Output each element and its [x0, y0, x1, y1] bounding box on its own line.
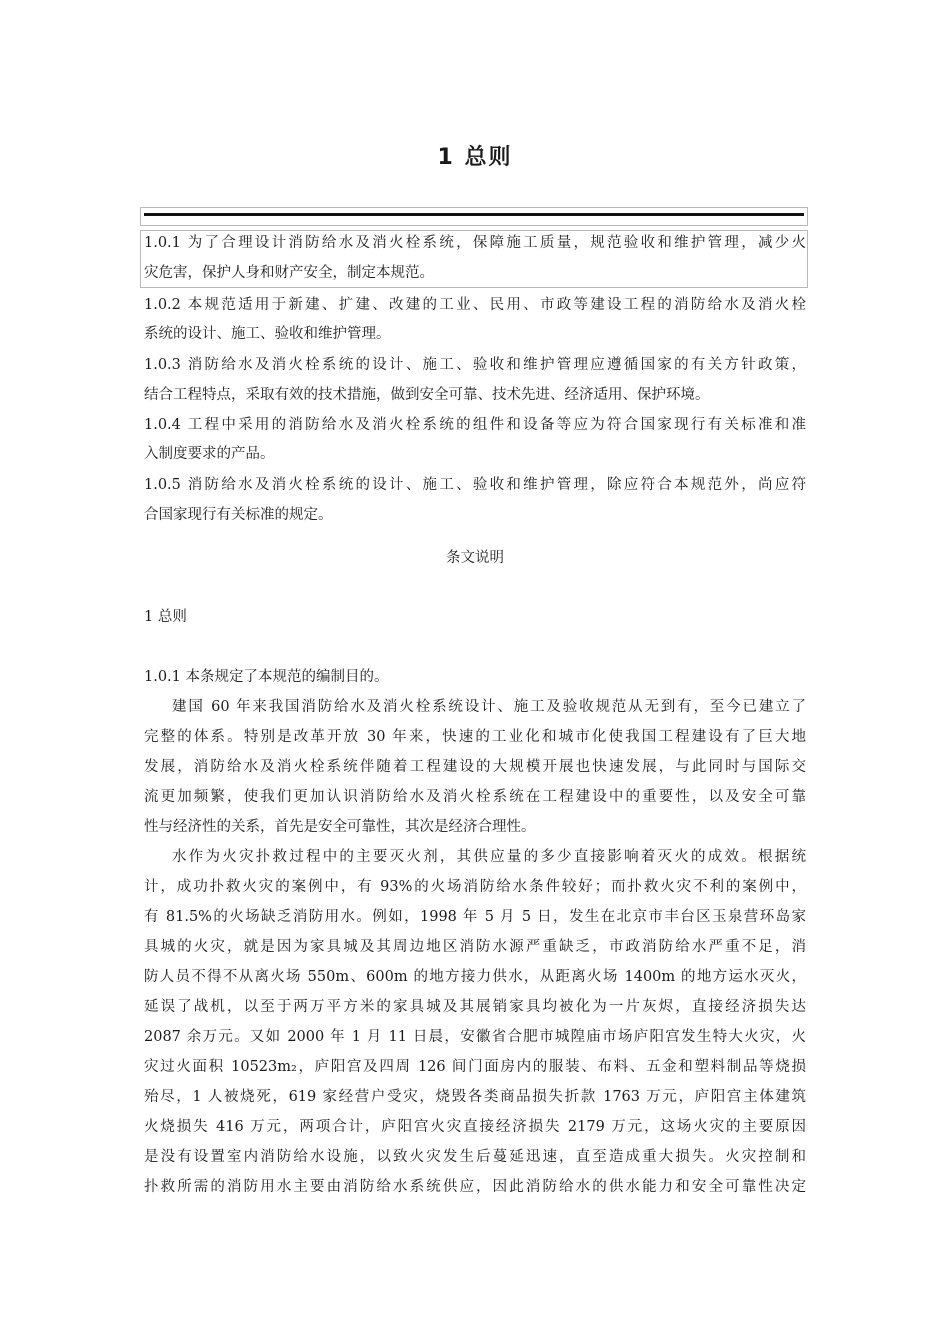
- chapter-title: 1 总则: [437, 145, 513, 170]
- clause-3-line-1: 1.0.3 消防给水及消火栓系统的设计、施工、验收和维护管理应遵循国家的有关方针政策，: [144, 357, 806, 373]
- clause-5-line-1: 1.0.5 消防给水及消火栓系统的设计、施工、验收和维护管理，除应符合本规范外，尚应符: [144, 477, 806, 493]
- clause-2-line-1: 1.0.2 本规范适用于新建、扩建、改建的工业、民用、市政等建设工程的消防给水及消火栓: [144, 297, 806, 313]
- paragraph2-line-6: 延误了战机，以至于两万平方米的家具城及其展销家具均被化为一片灰烬，直接经济损失达: [144, 999, 806, 1015]
- paragraph2-line-3: 有 81.5%的火场缺乏消防用水。例如，1998 年 5 月 5 日，发生在北京市丰台区玉泉营环岛家: [144, 909, 806, 925]
- paragraph2-line-2: 计，成功扑救火灾的案例中，有 93%的火场消防给水条件较好；而扑救火灾不利的案例中，: [144, 879, 806, 895]
- clause-4-line-2: 入制度要求的产品。: [144, 446, 275, 462]
- paragraph2-line-12: 扑救所需的消防用水主要由消防给水系统供应，因此消防给水的供水能力和安全可靠性决定: [144, 1179, 806, 1195]
- paragraph1-line-3: 发展，消防给水及消火栓系统伴随着工程建设的大规模开展也快速发展，与此同时与国际交: [144, 759, 806, 775]
- clause-1-line-2: 灾危害，保护人身和财产安全，制定本规范。: [144, 265, 434, 281]
- paragraph1-line-1: 建国 60 年来我国消防给水及消火栓系统设计、施工及验收规范从无到有，至今已建立了: [172, 699, 806, 715]
- explanation-section: 1 总则: [144, 609, 187, 625]
- title-rule-box: [140, 207, 808, 226]
- clause-1-line-1: 1.0.1 为了合理设计消防给水及消火栓系统，保障施工质量，规范验收和维护管理，减少火: [144, 235, 806, 251]
- paragraph2-line-7: 2087 余万元。又如 2000 年 1 月 11 日晨，安徽省合肥市城隍庙市场庐阳宫发生特大火灾，火: [144, 1029, 806, 1045]
- clause-3-line-2: 结合工程特点，采取有效的技术措施，做到安全可靠、技术先进、经济适用、保护环境。: [144, 387, 710, 403]
- paragraph1-line-2: 完整的体系。特别是改革开放 30 年来，快速的工业化和城市化使我国工程建设有了巨大地: [144, 729, 806, 745]
- title-rule-line: [144, 213, 804, 216]
- clause-4-line-1: 1.0.4 工程中采用的消防给水及消火栓系统的组件和设备等应为符合国家现行有关标准和准: [144, 417, 806, 433]
- explanation-heading: 条文说明: [446, 550, 504, 566]
- explanation-first-line: 1.0.1 本条规定了本规范的编制目的。: [144, 669, 389, 685]
- paragraph1-line-4: 流更加频繁，使我们更加认识消防给水及消火栓系统在工程建设中的重要性，以及安全可靠: [144, 789, 806, 805]
- paragraph2-line-5: 防人员不得不从离火场 550m、600m 的地方接力供水，从距离火场 1400m 的地方运水灭火，: [144, 969, 806, 985]
- clause-5-line-2: 合国家现行有关标准的规定。: [144, 507, 333, 523]
- paragraph2-line-11: 是没有设置室内消防给水设施，以致火灾发生后蔓延迅速，直至造成重大损失。火灾控制和: [144, 1149, 806, 1165]
- clause-2-line-2: 系统的设计、施工、验收和维护管理。: [144, 326, 391, 342]
- paragraph2-line-8: 灾过火面积 10523m₂，庐阳宫及四周 126 间门面房内的服装、布料、五金和塑料制品等烧损: [144, 1059, 806, 1075]
- paragraph2-line-1: 水作为火灾扑救过程中的主要灭火剂，其供应量的多少直接影响着灭火的成效。根据统: [172, 849, 806, 865]
- paragraph1-line-5: 性与经济性的关系，首先是安全可靠性，其次是经济合理性。: [144, 819, 536, 835]
- paragraph2-line-10: 火烧损失 416 万元，两项合计，庐阳宫火灾直接经济损失 2179 万元，这场火灾的主要原因: [144, 1119, 806, 1135]
- paragraph2-line-4: 具城的火灾，就是因为家具城及其周边地区消防水源严重缺乏，市政消防给水严重不足，消: [144, 939, 806, 955]
- paragraph2-line-9: 殆尽，1 人被烧死，619 家经营户受灾，烧毁各类商品损失折款 1763 万元，庐阳宫主体建筑: [144, 1089, 806, 1105]
